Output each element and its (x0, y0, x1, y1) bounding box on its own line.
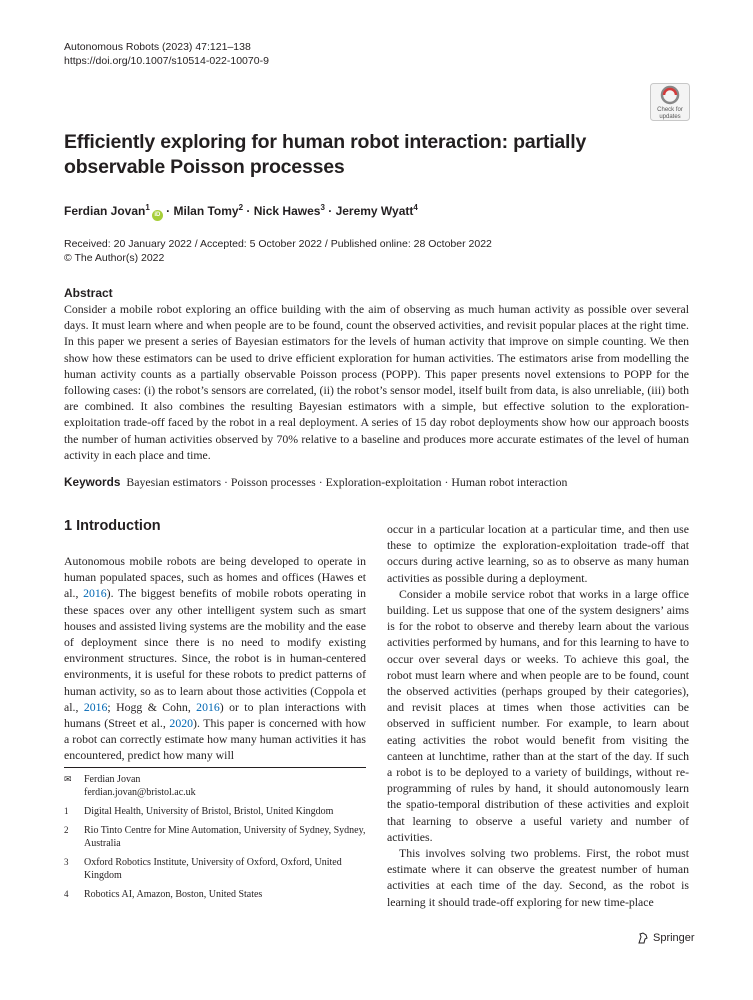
citation-link[interactable]: 2016 (196, 699, 220, 714)
copyright: © The Author(s) 2022 (64, 252, 165, 264)
envelope-icon: ✉ (64, 774, 72, 784)
corresponding-name: Ferdian Jovan (84, 774, 141, 785)
right-column (387, 521, 689, 910)
publisher-name: Springer (653, 932, 695, 944)
intro-paragraph-1: Autonomous mobile robots are being developed to operate in human populated spaces, such as homes and offices (Hawes et al., 2016). The biggest benefits of mobile robots operating in these spaces over any other intelligent system such as smart houses and assisted living systems are the mobility and the ease of deployment since there is no need to modify existing environment structures. Since, the robot is in human-centered environments, it is useful for these robots to predict patterns of human activity, so as to learn about those activities (Coppola et al., 2016; Hogg & Cohn, 2016) or to plan interactions with humans (Street et al., 2020). This paper is concerned with how a robot can correctly estimate how many human activities it has encountered, predict how many will (64, 554, 366, 763)
history-dates: Received: 20 January 2022 / Accepted: 5 October 2022 / Published online: 28 October 2022 (64, 238, 492, 250)
badge-line2: updates (659, 114, 681, 120)
abstract-text: Consider a mobile robot exploring an office building with the aim of observing as much human activity as possible over several days. It must learn where and when people are to be found, count the observed activities, and revisit popular places at the right time. In this paper we present a series of Bayesian estimators for the levels of human activity that improve on simple counting. We then show how these estimators can be used to drive efficient exploration for human activities. The estimators arise from modelling the human activity counts as a partially observable Poisson process (POPP). This paper presents novel extensions to POPP for the following cases: (i) the robot’s sensors are correlated, (ii) the robot’s sensor model, itself built from data, is also unreliable, (iii) both are combined. It also combines the resulting Bayesian estimators with a simple, but effective solution to the exploration-exploitation trade-off faced by the robot in a real deployment. A series of 15 day robot deployments show how our approach boosts the number of human activities observed by 70% relative to a baseline and produces more accurate estimates of the level of human activity in each place and time. (64, 302, 689, 462)
publication-dates (64, 237, 492, 265)
author-list: Ferdian Jovan$^1$iD · Milan Tomy$^2$ · Nick Hawes$^3$ · Jeremy Wyatt$^4$ (64, 200, 418, 221)
intro-paragraph-3: This involves solving two problems. First, the robot must estimate where it can observe the greatest number of human activities at each time of the day. Second, as the robot is learning it should trade-off exploring for new time-place (387, 846, 689, 909)
corresponding-author (64, 773, 366, 799)
left-column (64, 553, 366, 764)
affiliation-1: 1 Digital Health, University of Bristol, Bristol, United Kingdom (64, 806, 334, 817)
journal-header (64, 40, 269, 68)
affiliation-2: 2 Rio Tinto Centre for Mine Automation, University of Sydney, Sydney, Australia (64, 825, 366, 849)
keywords-list: Bayesian estimators · Poisson processes · Exploration-exploitation · Human robot interaction (126, 475, 568, 489)
check-for-updates-badge[interactable] (650, 83, 690, 121)
author-3[interactable]: Nick Hawes$^3$ (253, 203, 325, 218)
author-2[interactable]: Milan Tomy$^2$ (173, 203, 244, 218)
check-updates-icon (650, 83, 690, 121)
citation-link[interactable]: 2016 (83, 586, 107, 601)
corresponding-email[interactable]: ferdian.jovan@bristol.ac.uk (84, 787, 196, 798)
publisher-logo (636, 931, 695, 945)
section-heading-introduction: 1 Introduction (64, 518, 161, 534)
intro-paragraph-2: Consider a mobile service robot that works in a large office building. Let us suppose that one of the system designers’ aims is for the robot to observe and thereby learn about the various activities performed by humans, and for this learning to have to occur over several days or weeks. To achieve this goal, the robot must learn where and when people are to be found, count the observed activities (perhaps grouped by their categories), and revisit places at times when those activities can be observed in sufficient number. For example, to learn about eating activities the robot would benefit from visiting the canteen at lunchtime, rather than at the start of the day. If such a robot is to be deployed to a variety of buildings, without re-programming of rules by hand, it should autonomously learn the spatio-temporal distribution of these activities and exploit that learning to observe a useful variety and number of activities. (387, 586, 689, 844)
doi-link[interactable]: https://doi.org/10.1007/s10514-022-10070-9 (64, 55, 269, 67)
footnotes (64, 773, 366, 907)
paper-title: Efficiently exploring for human robot interaction: partially observable Poisson processes (64, 131, 587, 178)
abstract-heading: Abstract (64, 286, 113, 300)
keywords (64, 474, 567, 490)
affiliation-4: 4 Robotics AI, Amazon, Boston, United States (64, 889, 263, 900)
intro-paragraph-continued: occur in a particular location at a particular time, and then use these to optimize the exploration-exploitation trade-off that occurs during active learning, so as to observe as many human activities as possible during a deployment. (387, 522, 689, 585)
affiliation-3: 3 Oxford Robotics Institute, University of Oxford, Oxford, United Kingdom (64, 857, 342, 881)
springer-horse-icon (636, 931, 650, 945)
footnote-divider (64, 767, 366, 768)
journal-citation: Autonomous Robots (2023) 47:121–138 (64, 41, 251, 53)
author-4[interactable]: Jeremy Wyatt$^4$ (335, 203, 418, 218)
citation-link[interactable]: 2016 (83, 699, 108, 714)
keywords-heading: Keywords (64, 475, 121, 489)
orcid-icon[interactable]: iD (152, 210, 163, 221)
citation-link[interactable]: 2020 (169, 716, 194, 731)
badge-line1: Check for (657, 107, 683, 113)
author-1[interactable]: Ferdian Jovan$^1$ (64, 203, 150, 218)
